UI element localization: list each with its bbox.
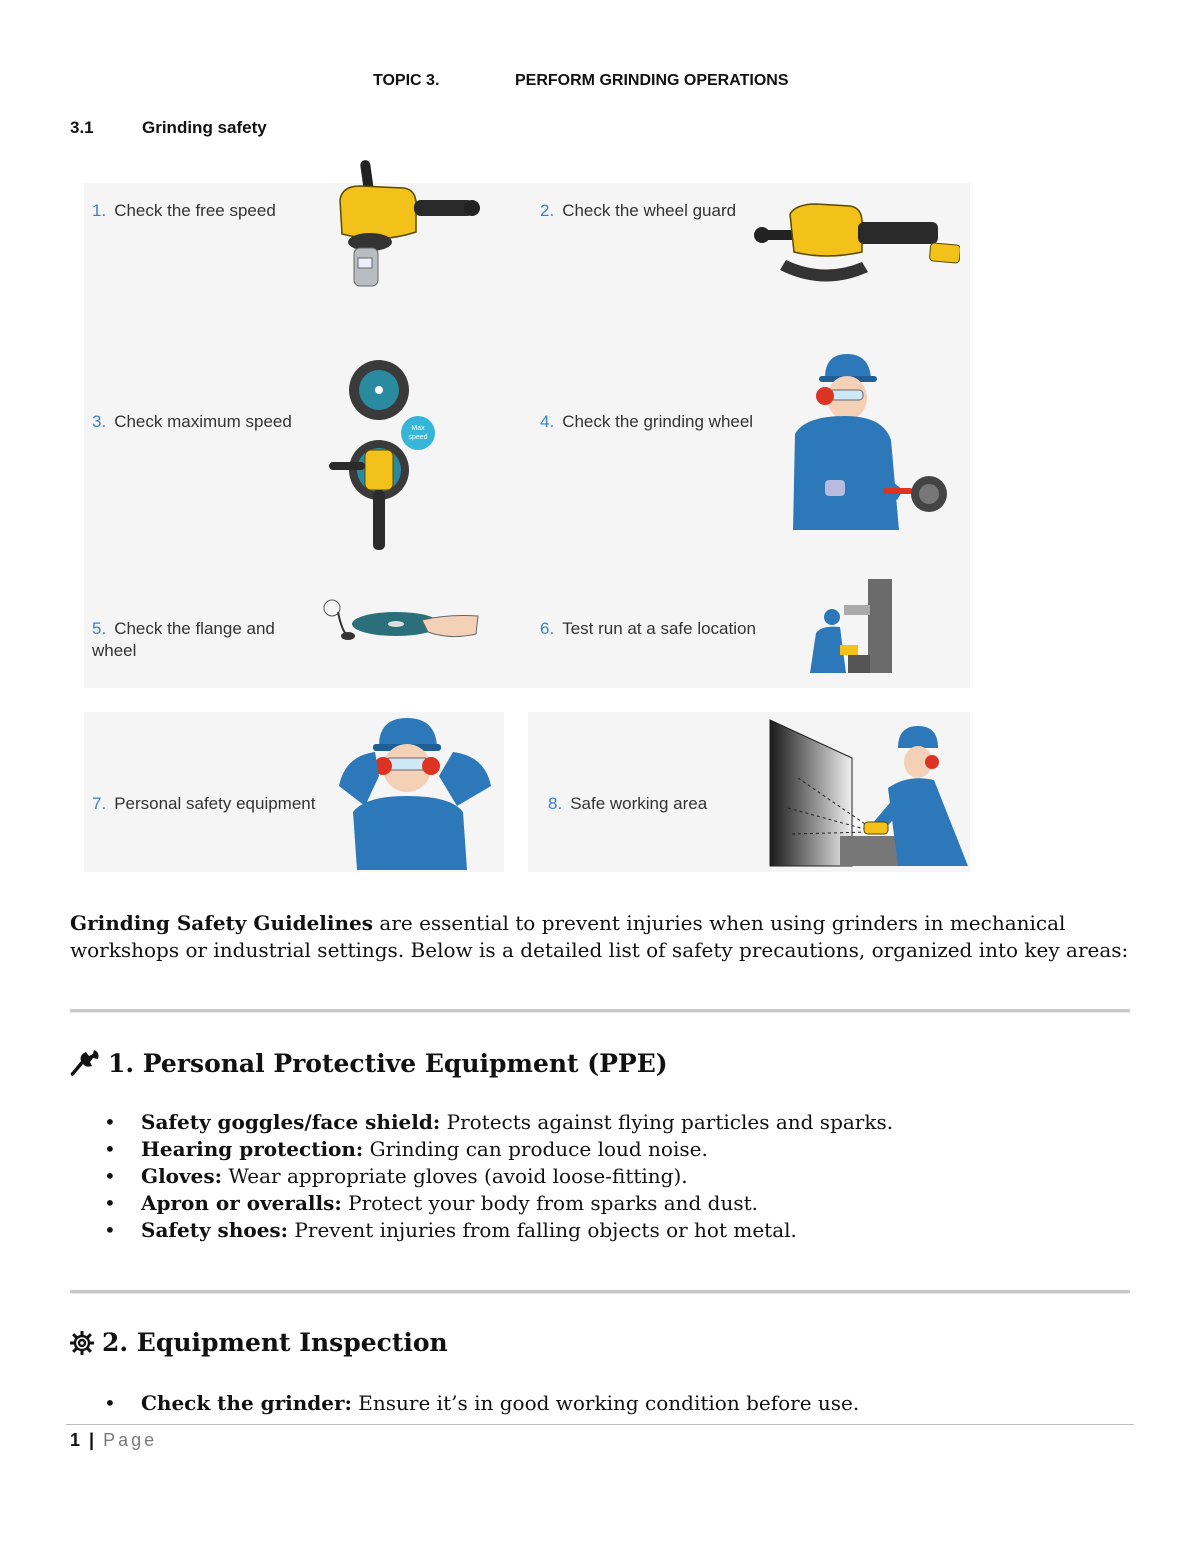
intro-paragraph: Grinding Safety Guidelines are essential to prevent injuries when using grinders in mechanical workshops or industrial settings. Below is a detailed list of safety precautions, organized into key areas: <box>70 911 1129 962</box>
safety-step-5: 5. Check the flange and wheel <box>92 619 275 660</box>
topic-number: TOPIC 3. <box>373 72 440 89</box>
flange-wheel-illustration <box>318 594 483 654</box>
wrench-icon <box>70 1048 100 1078</box>
list-item: • Check the grinder: Ensure it’s in good working condition before use. <box>70 1390 1150 1417</box>
safety-step-8: 8. Safe working area <box>548 794 708 813</box>
ppe-list <box>70 1109 1150 1244</box>
list-item: • Gloves: Wear appropriate gloves (avoid loose-fitting). <box>70 1163 1150 1190</box>
horizontal-rule <box>70 1290 1130 1294</box>
horizontal-rule <box>70 1009 1130 1013</box>
safe-area-illustration <box>768 718 973 868</box>
test-run-illustration <box>800 575 900 675</box>
worker-checking-wheel-illustration <box>765 350 955 535</box>
section-heading-inspection: 2. Equipment Inspection <box>70 1328 448 1357</box>
footer-separator: | <box>89 1430 97 1450</box>
gear-icon <box>70 1331 94 1355</box>
safety-step-1: 1. Check the free speed <box>92 201 276 220</box>
page-number: 1 <box>70 1430 83 1450</box>
footer-rule <box>66 1424 1134 1425</box>
inspection-list <box>70 1390 1150 1417</box>
page-footer <box>70 1430 157 1451</box>
subsection-number: 3.1 <box>70 118 94 137</box>
page-word: Page <box>103 1430 158 1450</box>
list-item: • Apron or overalls: Protect your body from sparks and dust. <box>70 1190 1150 1217</box>
list-item: • Hearing protection: Grinding can produce loud noise. <box>70 1136 1150 1163</box>
max-speed-illustration <box>325 358 445 558</box>
ppe-worker-illustration <box>335 716 495 871</box>
safety-step-4: 4. Check the grinding wheel <box>540 412 754 431</box>
grinder-free-speed-illustration <box>320 160 485 300</box>
safety-step-7: 7. Personal safety equipment <box>92 794 316 813</box>
topic-title: PERFORM GRINDING OPERATIONS <box>515 72 789 89</box>
safety-step-2: 2. Check the wheel guard <box>540 201 737 220</box>
section-heading-ppe: 1. Personal Protective Equipment (PPE) <box>70 1048 668 1078</box>
safety-step-6: 6. Test run at a safe location <box>540 619 756 638</box>
max-speed-badge: Max speed <box>401 416 435 450</box>
list-item: • Safety shoes: Prevent injuries from falling objects or hot metal. <box>70 1217 1150 1244</box>
subsection-title: Grinding safety <box>142 118 267 137</box>
list-item: • Safety goggles/face shield: Protects against flying particles and sparks. <box>70 1109 1150 1136</box>
safety-step-3: 3. Check maximum speed <box>92 412 292 431</box>
grinder-wheel-guard-illustration <box>750 200 960 295</box>
